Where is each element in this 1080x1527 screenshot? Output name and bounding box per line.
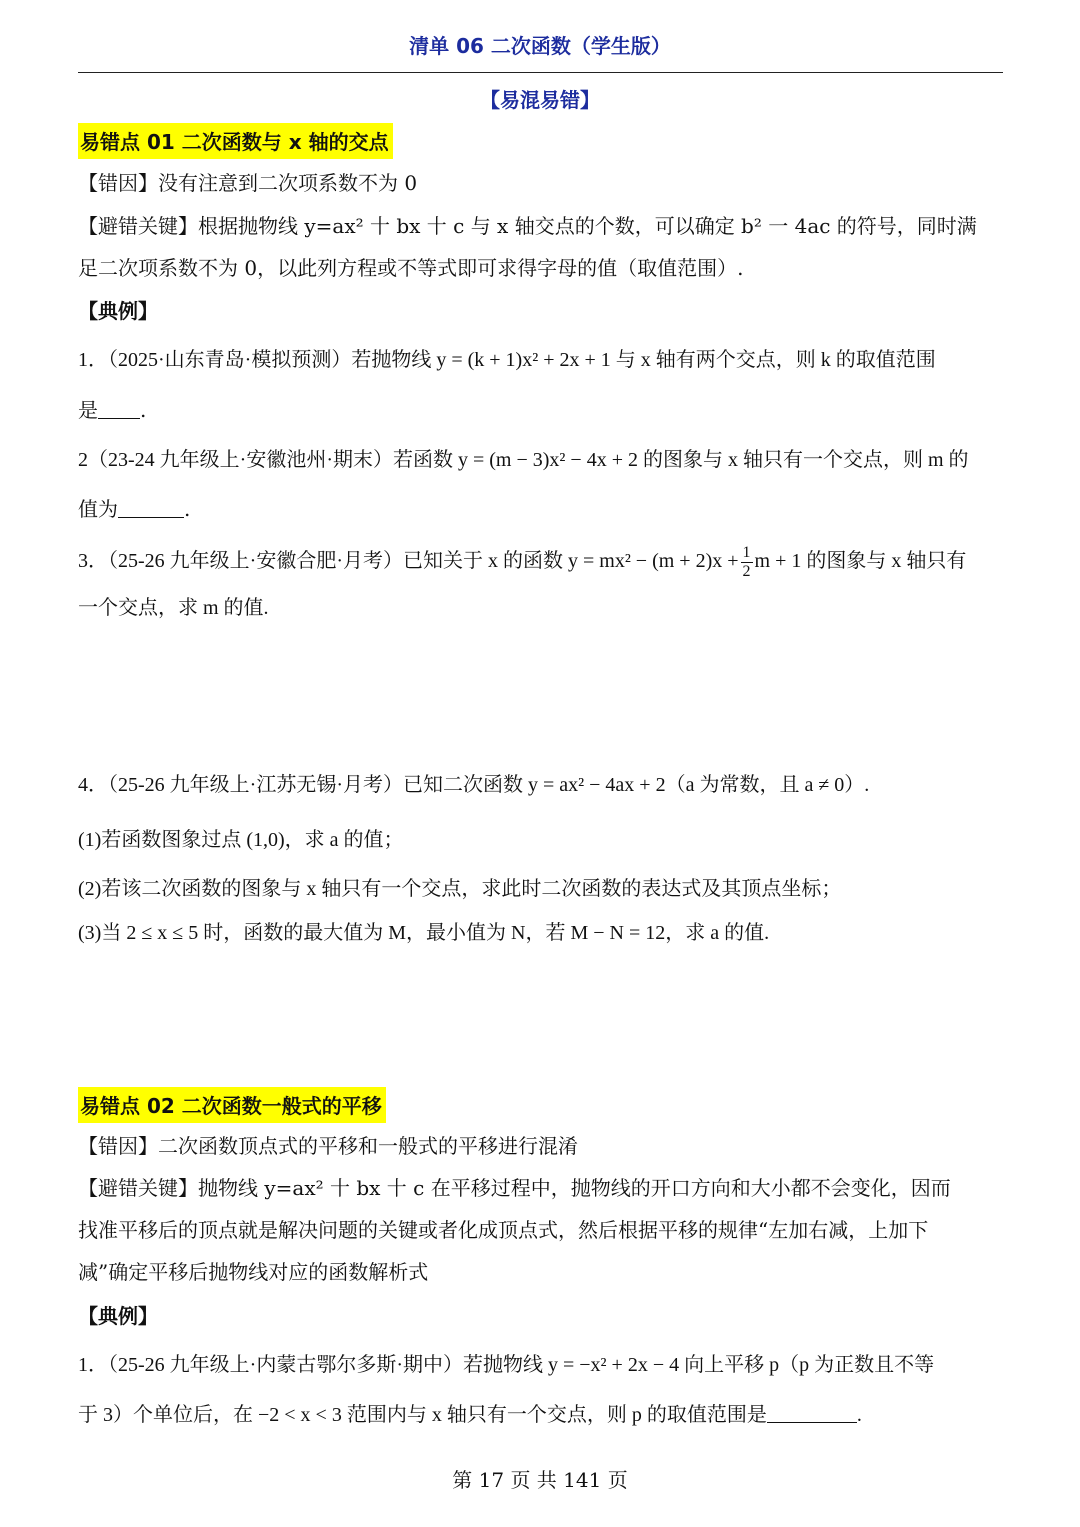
header-divider: [78, 72, 1003, 73]
p1-question4-part1: (1)若函数图象过点 (1,0)，求 a 的值；: [78, 829, 404, 851]
fraction-numerator: 1: [742, 544, 751, 561]
p1-q1-suffix: .: [140, 398, 147, 422]
point2-key-line2: 找准平移后的顶点就是解决问题的关键或者化成顶点式，然后根据平移的规律“左加右减，上加下: [78, 1218, 929, 1242]
point2-key-line1: 【避错关键】抛物线 y=ax² 十 bx 十 c 在平移过程中，抛物线的开口方向和大小都不会变化，因而: [78, 1176, 951, 1200]
point1-cause: 【错因】没有注意到二次项系数不为 0: [78, 171, 418, 195]
point2-examples-label: 【典例】: [78, 1304, 158, 1328]
p2-question1-line2: [78, 1401, 862, 1429]
p1-question2-line2: [78, 495, 190, 523]
p1-q2-prefix: 值为: [78, 497, 118, 521]
fraction-denominator: 2: [742, 563, 751, 580]
p1-q3-part-b: m + 1 的图象与 x 轴只有: [754, 550, 967, 573]
p1-question4-part2: (2)若该二次函数的图象与 x 轴只有一个交点，求此时二次函数的表达式及其顶点坐标；: [78, 878, 842, 900]
fraction-one-half: [741, 544, 753, 581]
p1-question3-line2: 一个交点，求 m 的值.: [78, 597, 269, 619]
p1-question4-line1: 4．（25-26 九年级上·江苏无锡·月考）已知二次函数 y = ax² − 4ax + 2（a 为常数，且 a ≠ 0）.: [78, 774, 870, 796]
p1-question2-line1: 2（23-24 九年级上·安徽池州·期末）若函数 y = (m − 3)x² − 4x + 2 的图象与 x 轴只有一个交点，则 m 的: [78, 449, 969, 471]
p2-question1-line1: 1．（25-26 九年级上·内蒙古鄂尔多斯·期中）若抛物线 y = −x² + 2x − 4 向上平移 p（p 为正数且不等: [78, 1354, 935, 1376]
page-title: 清单 06 二次函数（学生版）: [409, 34, 671, 58]
section-heading: 【易混易错】: [480, 88, 600, 112]
answer-blank: [767, 1402, 857, 1423]
p1-question1-line2: [78, 396, 146, 424]
point1-examples-label: 【典例】: [78, 299, 158, 323]
point2-cause: 【错因】二次函数顶点式的平移和一般式的平移进行混淆: [78, 1134, 578, 1158]
p1-q2-suffix: .: [184, 497, 191, 521]
p1-question1-line1: 1．（2025·山东青岛·模拟预测）若抛物线 y = (k + 1)x² + 2x + 1 与 x 轴有两个交点，则 k 的取值范围: [78, 349, 936, 371]
answer-blank: [98, 398, 140, 419]
p2-q1-prefix: 于 3）个单位后，在 −2 < x < 3 范围内与 x 轴只有一个交点，则 p 的取值范围是: [78, 1404, 767, 1426]
point1-key-line2: 足二次项系数不为 0，以此列方程或不等式即可求得字母的值（取值范围）.: [78, 256, 744, 280]
p1-question4-part3: (3)当 2 ≤ x ≤ 5 时，函数的最大值为 M，最小值为 N，若 M − N = 12，求 a 的值.: [78, 922, 770, 944]
p1-q3-part-a: 3．（25-26 九年级上·安徽合肥·月考）已知关于 x 的函数 y = mx² − (m + 2)x +: [78, 550, 739, 573]
p1-q1-prefix: 是: [78, 398, 98, 422]
page-number: 第 17 页 共 141 页: [452, 1468, 628, 1492]
p2-q1-suffix: .: [856, 1404, 862, 1426]
point2-key-line3: 减”确定平移后抛物线对应的函数解析式: [78, 1260, 429, 1284]
point2-title: 易错点 02 二次函数一般式的平移: [78, 1087, 386, 1123]
point1-key-line1: 【避错关键】根据抛物线 y=ax² 十 bx 十 c 与 x 轴交点的个数，可以确定 b² 一 4ac 的符号，同时满: [78, 214, 977, 238]
point1-title: 易错点 01 二次函数与 x 轴的交点: [78, 123, 393, 159]
answer-blank: [118, 497, 184, 518]
p1-question3-line1: [78, 544, 966, 581]
